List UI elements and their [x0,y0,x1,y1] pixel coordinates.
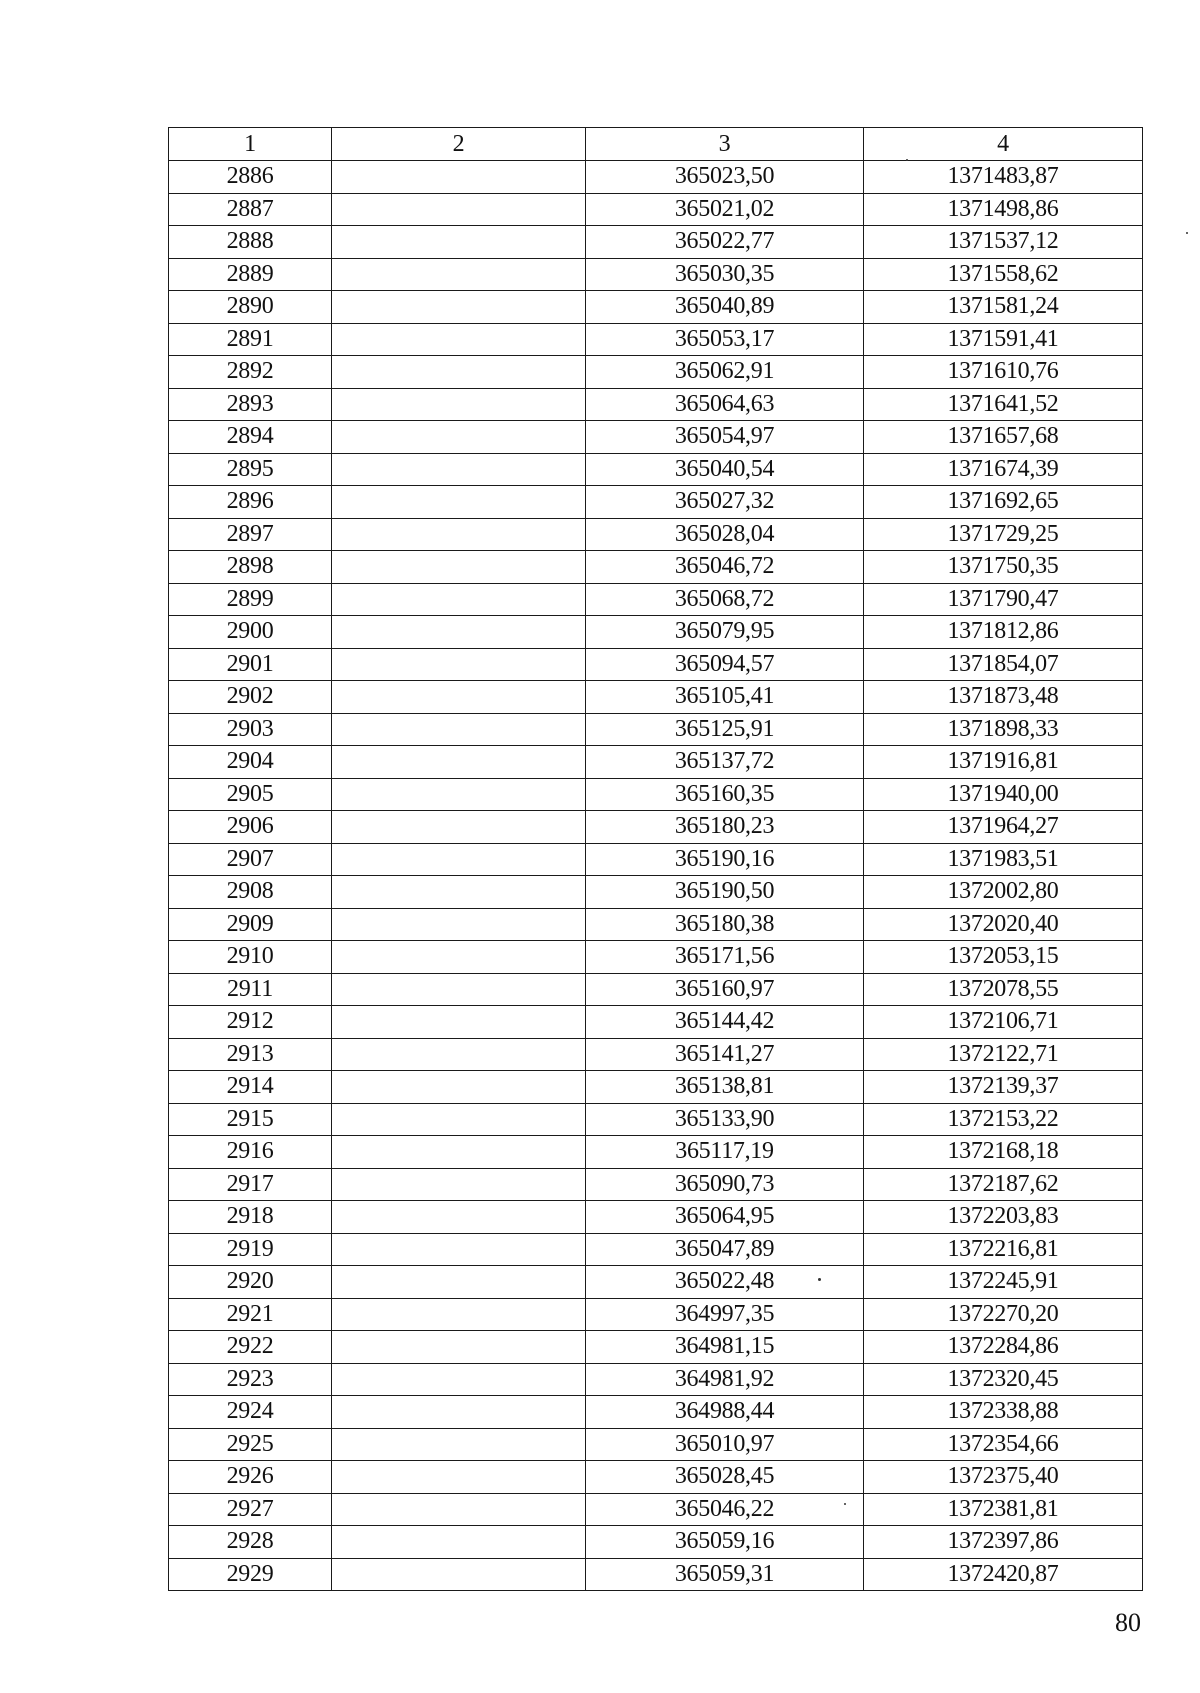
y-coordinate-cell: 1372139,37 [864,1071,1143,1104]
empty-cell [332,291,586,324]
table-body [169,161,1143,1591]
point-number-cell: 2901 [169,648,332,681]
y-coordinate-cell: 1372153,22 [864,1103,1143,1136]
x-coordinate-cell: 365190,16 [586,843,864,876]
point-number-cell: 2916 [169,1136,332,1169]
y-coordinate-cell: 1371873,48 [864,681,1143,714]
table-row [169,1266,1143,1299]
x-coordinate-cell: 365160,97 [586,973,864,1006]
table-row [169,908,1143,941]
table-row [169,713,1143,746]
y-coordinate-cell: 1372397,86 [864,1526,1143,1559]
y-coordinate-cell: 1372106,71 [864,1006,1143,1039]
y-coordinate-cell: 1372168,18 [864,1136,1143,1169]
empty-cell [332,1558,586,1591]
x-coordinate-cell: 365047,89 [586,1233,864,1266]
point-number-cell: 2912 [169,1006,332,1039]
point-number-cell: 2924 [169,1396,332,1429]
scan-speck [1186,232,1188,234]
table-row [169,161,1143,194]
x-coordinate-cell: 365022,77 [586,226,864,259]
point-number-cell: 2900 [169,616,332,649]
y-coordinate-cell: 1372020,40 [864,908,1143,941]
empty-cell [332,648,586,681]
point-number-cell: 2928 [169,1526,332,1559]
point-number-cell: 2919 [169,1233,332,1266]
table-row [169,421,1143,454]
y-coordinate-cell: 1371964,27 [864,811,1143,844]
empty-cell [332,681,586,714]
empty-cell [332,1428,586,1461]
table-row [169,518,1143,551]
column-header-3: 3 [586,128,864,161]
point-number-cell: 2894 [169,421,332,454]
table-row [169,778,1143,811]
x-coordinate-cell: 365054,97 [586,421,864,454]
point-number-cell: 2925 [169,1428,332,1461]
empty-cell [332,226,586,259]
point-number-cell: 2888 [169,226,332,259]
table-row [169,973,1143,1006]
table-row [169,226,1143,259]
x-coordinate-cell: 365028,45 [586,1461,864,1494]
table-row [169,746,1143,779]
point-number-cell: 2892 [169,356,332,389]
y-coordinate-cell: 1371581,24 [864,291,1143,324]
point-number-cell: 2895 [169,453,332,486]
x-coordinate-cell: 365059,16 [586,1526,864,1559]
point-number-cell: 2886 [169,161,332,194]
y-coordinate-cell: 1372078,55 [864,973,1143,1006]
y-coordinate-cell: 1371854,07 [864,648,1143,681]
x-coordinate-cell: 365090,73 [586,1168,864,1201]
empty-cell [332,746,586,779]
point-number-cell: 2903 [169,713,332,746]
y-coordinate-cell: 1372338,88 [864,1396,1143,1429]
point-number-cell: 2913 [169,1038,332,1071]
x-coordinate-cell: 365068,72 [586,583,864,616]
x-coordinate-cell: 365190,50 [586,876,864,909]
point-number-cell: 2923 [169,1363,332,1396]
empty-cell [332,908,586,941]
table-row [169,1201,1143,1234]
x-coordinate-cell: 365141,27 [586,1038,864,1071]
table-row [169,453,1143,486]
x-coordinate-cell: 365062,91 [586,356,864,389]
table-row [169,193,1143,226]
x-coordinate-cell: 365028,04 [586,518,864,551]
scan-speck [844,1503,846,1505]
point-number-cell: 2915 [169,1103,332,1136]
table-row [169,811,1143,844]
table-row [169,1331,1143,1364]
table-row [169,1396,1143,1429]
y-coordinate-cell: 1371591,41 [864,323,1143,356]
table-row [169,1428,1143,1461]
point-number-cell: 2921 [169,1298,332,1331]
point-number-cell: 2911 [169,973,332,1006]
x-coordinate-cell: 365046,72 [586,551,864,584]
x-coordinate-cell: 365133,90 [586,1103,864,1136]
table-row [169,388,1143,421]
point-number-cell: 2929 [169,1558,332,1591]
table-row [169,1006,1143,1039]
table-row [169,1071,1143,1104]
table-row [169,1461,1143,1494]
page-number: 80 [1115,1608,1141,1637]
y-coordinate-cell: 1372245,91 [864,1266,1143,1299]
table-row [169,1103,1143,1136]
table-row [169,356,1143,389]
empty-cell [332,1298,586,1331]
empty-cell [332,1331,586,1364]
y-coordinate-cell: 1372375,40 [864,1461,1143,1494]
scan-speck [906,159,908,161]
x-coordinate-cell: 365180,38 [586,908,864,941]
table-row [169,1136,1143,1169]
empty-cell [332,388,586,421]
table-row [169,681,1143,714]
empty-cell [332,1493,586,1526]
y-coordinate-cell: 1372002,80 [864,876,1143,909]
table-row [169,583,1143,616]
y-coordinate-cell: 1372381,81 [864,1493,1143,1526]
y-coordinate-cell: 1371657,68 [864,421,1143,454]
x-coordinate-cell: 365094,57 [586,648,864,681]
scan-speck [818,1278,821,1281]
empty-cell [332,193,586,226]
table-row [169,1526,1143,1559]
point-number-cell: 2907 [169,843,332,876]
y-coordinate-cell: 1372203,83 [864,1201,1143,1234]
table-row [169,291,1143,324]
empty-cell [332,1363,586,1396]
point-number-cell: 2917 [169,1168,332,1201]
point-number-cell: 2896 [169,486,332,519]
empty-cell [332,713,586,746]
empty-cell [332,1461,586,1494]
y-coordinate-cell: 1371483,87 [864,161,1143,194]
x-coordinate-cell: 365079,95 [586,616,864,649]
point-number-cell: 2918 [169,1201,332,1234]
table-row [169,323,1143,356]
point-number-cell: 2898 [169,551,332,584]
table-row [169,1038,1143,1071]
coordinates-table [168,127,1143,1591]
x-coordinate-cell: 365137,72 [586,746,864,779]
x-coordinate-cell: 365138,81 [586,1071,864,1104]
empty-cell [332,486,586,519]
empty-cell [332,778,586,811]
table-row [169,876,1143,909]
point-number-cell: 2897 [169,518,332,551]
table-row [169,1363,1143,1396]
x-coordinate-cell: 365027,32 [586,486,864,519]
point-number-cell: 2906 [169,811,332,844]
empty-cell [332,518,586,551]
table-row [169,1233,1143,1266]
x-coordinate-cell: 365064,63 [586,388,864,421]
empty-cell [332,1071,586,1104]
x-coordinate-cell: 364988,44 [586,1396,864,1429]
x-coordinate-cell: 365040,54 [586,453,864,486]
y-coordinate-cell: 1371916,81 [864,746,1143,779]
empty-cell [332,616,586,649]
y-coordinate-cell: 1371790,47 [864,583,1143,616]
column-header-4: 4 [864,128,1143,161]
x-coordinate-cell: 365160,35 [586,778,864,811]
table-row [169,486,1143,519]
point-number-cell: 2902 [169,681,332,714]
x-coordinate-cell: 365180,23 [586,811,864,844]
y-coordinate-cell: 1372320,45 [864,1363,1143,1396]
x-coordinate-cell: 365105,41 [586,681,864,714]
point-number-cell: 2899 [169,583,332,616]
point-number-cell: 2893 [169,388,332,421]
empty-cell [332,941,586,974]
empty-cell [332,258,586,291]
y-coordinate-cell: 1371812,86 [864,616,1143,649]
empty-cell [332,843,586,876]
column-header-2: 2 [332,128,586,161]
y-coordinate-cell: 1371940,00 [864,778,1143,811]
empty-cell [332,1526,586,1559]
table-row [169,843,1143,876]
y-coordinate-cell: 1372187,62 [864,1168,1143,1201]
table-row [169,258,1143,291]
point-number-cell: 2887 [169,193,332,226]
x-coordinate-cell: 365144,42 [586,1006,864,1039]
table-row [169,648,1143,681]
empty-cell [332,453,586,486]
point-number-cell: 2891 [169,323,332,356]
header-row [169,128,1143,161]
empty-cell [332,1103,586,1136]
point-number-cell: 2905 [169,778,332,811]
x-coordinate-cell: 365030,35 [586,258,864,291]
empty-cell [332,811,586,844]
empty-cell [332,356,586,389]
empty-cell [332,1396,586,1429]
x-coordinate-cell: 365022,48 [586,1266,864,1299]
y-coordinate-cell: 1372122,71 [864,1038,1143,1071]
x-coordinate-cell: 365171,56 [586,941,864,974]
empty-cell [332,421,586,454]
y-coordinate-cell: 1371729,25 [864,518,1143,551]
point-number-cell: 2926 [169,1461,332,1494]
x-coordinate-cell: 365021,02 [586,193,864,226]
empty-cell [332,1168,586,1201]
point-number-cell: 2908 [169,876,332,909]
empty-cell [332,583,586,616]
x-coordinate-cell: 364981,15 [586,1331,864,1364]
y-coordinate-cell: 1371498,86 [864,193,1143,226]
point-number-cell: 2889 [169,258,332,291]
empty-cell [332,1266,586,1299]
x-coordinate-cell: 365059,31 [586,1558,864,1591]
table-row [169,1298,1143,1331]
x-coordinate-cell: 365010,97 [586,1428,864,1461]
empty-cell [332,323,586,356]
y-coordinate-cell: 1372270,20 [864,1298,1143,1331]
x-coordinate-cell: 365023,50 [586,161,864,194]
column-header-1: 1 [169,128,332,161]
empty-cell [332,876,586,909]
y-coordinate-cell: 1372053,15 [864,941,1143,974]
empty-cell [332,1038,586,1071]
table-header [169,128,1143,161]
x-coordinate-cell: 365064,95 [586,1201,864,1234]
x-coordinate-cell: 364981,92 [586,1363,864,1396]
x-coordinate-cell: 365053,17 [586,323,864,356]
y-coordinate-cell: 1371692,65 [864,486,1143,519]
table-row [169,941,1143,974]
empty-cell [332,973,586,1006]
point-number-cell: 2910 [169,941,332,974]
y-coordinate-cell: 1371750,35 [864,551,1143,584]
empty-cell [332,1201,586,1234]
point-number-cell: 2927 [169,1493,332,1526]
y-coordinate-cell: 1371610,76 [864,356,1143,389]
table-row [169,1558,1143,1591]
point-number-cell: 2890 [169,291,332,324]
y-coordinate-cell: 1371558,62 [864,258,1143,291]
y-coordinate-cell: 1371898,33 [864,713,1143,746]
x-coordinate-cell: 365117,19 [586,1136,864,1169]
y-coordinate-cell: 1371674,39 [864,453,1143,486]
y-coordinate-cell: 1372284,86 [864,1331,1143,1364]
table-row [169,1168,1143,1201]
point-number-cell: 2920 [169,1266,332,1299]
x-coordinate-cell: 364997,35 [586,1298,864,1331]
empty-cell [332,1233,586,1266]
table-row [169,551,1143,584]
empty-cell [332,161,586,194]
point-number-cell: 2922 [169,1331,332,1364]
x-coordinate-cell: 365046,22 [586,1493,864,1526]
table-row [169,616,1143,649]
empty-cell [332,551,586,584]
y-coordinate-cell: 1372216,81 [864,1233,1143,1266]
y-coordinate-cell: 1371983,51 [864,843,1143,876]
y-coordinate-cell: 1371641,52 [864,388,1143,421]
y-coordinate-cell: 1372354,66 [864,1428,1143,1461]
point-number-cell: 2909 [169,908,332,941]
point-number-cell: 2904 [169,746,332,779]
empty-cell [332,1006,586,1039]
point-number-cell: 2914 [169,1071,332,1104]
empty-cell [332,1136,586,1169]
x-coordinate-cell: 365040,89 [586,291,864,324]
y-coordinate-cell: 1372420,87 [864,1558,1143,1591]
y-coordinate-cell: 1371537,12 [864,226,1143,259]
x-coordinate-cell: 365125,91 [586,713,864,746]
table-row [169,1493,1143,1526]
